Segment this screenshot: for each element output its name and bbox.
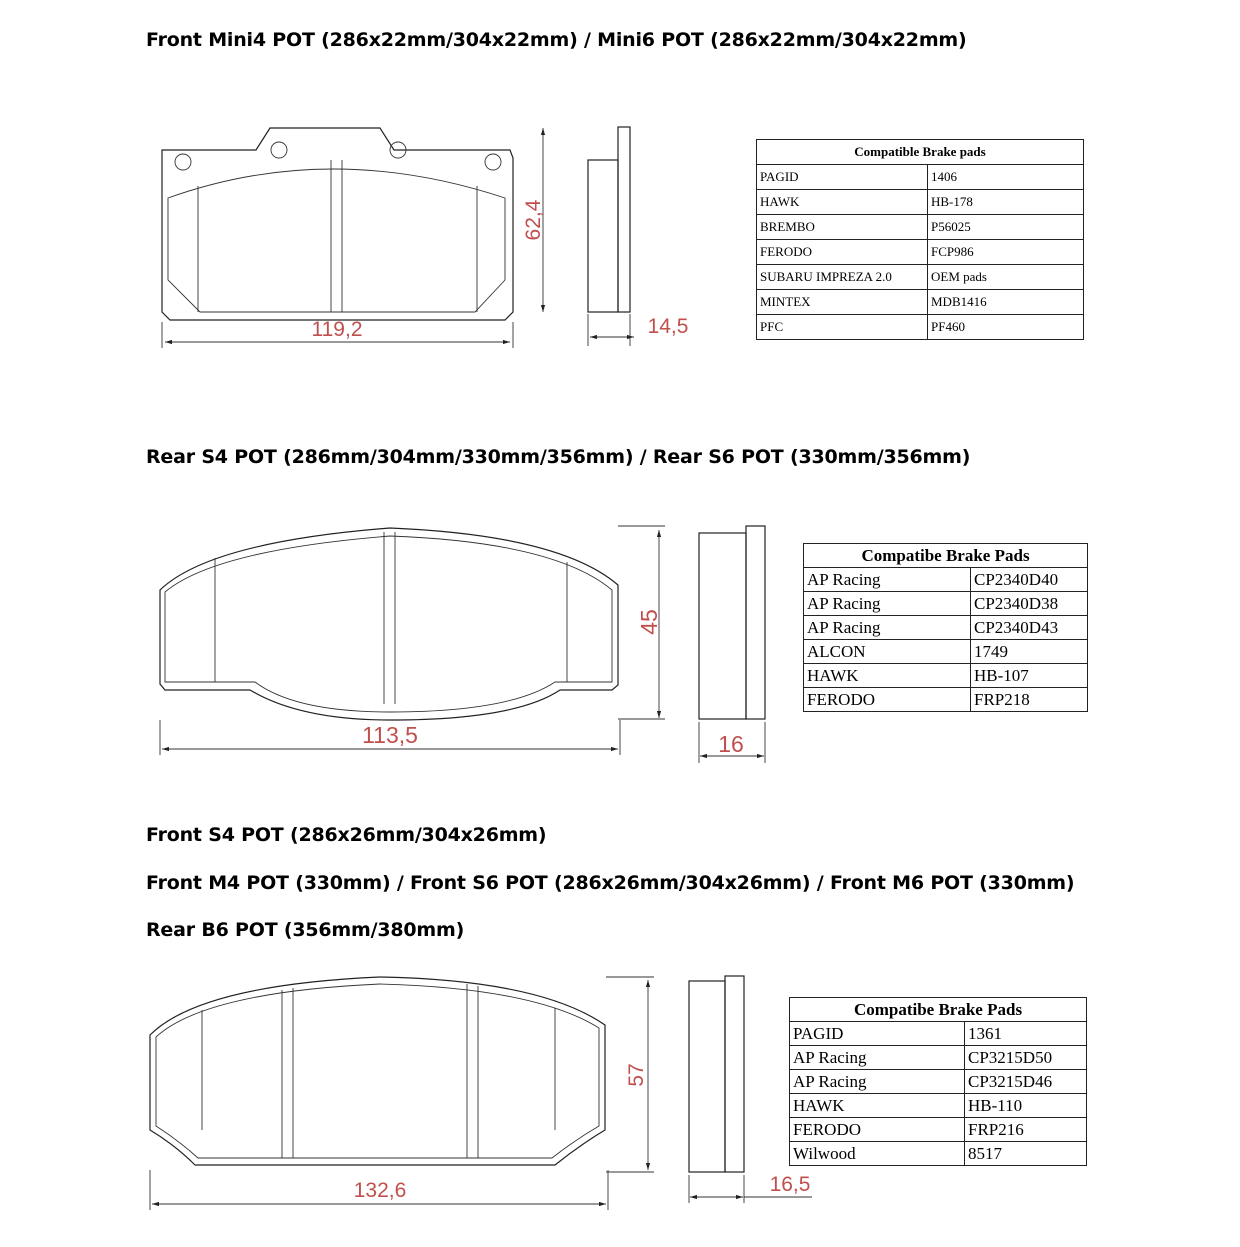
brand-cell: FERODO [790,1118,965,1142]
pad-3-front-view [150,977,605,1165]
part-number-cell: 1361 [965,1022,1087,1046]
part-number-cell: 1406 [928,165,1084,190]
part-number-cell: 1749 [971,640,1088,664]
pad-1-front-view [162,128,513,320]
table-row [790,1142,1087,1166]
pad-2-dimension-lines [160,526,765,763]
part-number-cell: MDB1416 [928,290,1084,315]
section-3-heading-c: Rear B6 POT (356mm/380mm) [146,919,465,941]
table-row [757,265,1084,290]
compat-table-3-title: Compatibe Brake Pads [790,998,1087,1022]
part-number-cell: CP3215D50 [965,1046,1087,1070]
part-number-cell: CP2340D43 [971,616,1088,640]
pad-2-thickness-label: 16 [718,731,744,757]
section-2-heading: Rear S4 POT (286mm/304mm/330mm/356mm) / Rear S6 POT (330mm/356mm) [146,446,971,468]
compat-table-2 [803,543,1088,712]
table-row [790,1022,1087,1046]
part-number-cell: CP3215D46 [965,1070,1087,1094]
table-row [790,1094,1087,1118]
compat-table-1-title: Compatible Brake pads [757,140,1084,165]
part-number-cell: CP2340D40 [971,568,1088,592]
pad-3-width-label: 132,6 [353,1179,407,1202]
brand-cell: HAWK [790,1094,965,1118]
section-1-heading: Front Mini4 POT (286x22mm/304x22mm) / Mini6 POT (286x22mm/304x22mm) [146,29,967,51]
table-row [804,568,1088,592]
pad-1-thickness-label: 14,5 [647,315,689,338]
brand-cell: AP Racing [804,616,971,640]
brand-cell: FERODO [757,240,928,265]
table-row [757,240,1084,265]
pad-3-height-label: 57 [625,1063,648,1087]
table-row [790,1118,1087,1142]
brand-cell: AP Racing [804,592,971,616]
brand-cell: AP Racing [790,1070,965,1094]
pad-1-width-label: 119,2 [311,318,363,341]
table-row [757,190,1084,215]
pad-3-side-view [689,976,744,1172]
pad-2-front-view [160,528,618,720]
brand-cell: SUBARU IMPREZA 2.0 [757,265,928,290]
section-3-heading-b: Front M4 POT (330mm) / Front S6 POT (286x26mm/304x26mm) / Front M6 POT (330mm) [146,872,1075,894]
pad-1-dimension-lines [162,128,634,348]
part-number-cell: FRP216 [965,1118,1087,1142]
brand-cell: AP Racing [804,568,971,592]
brand-cell: PFC [757,315,928,340]
brand-cell: PAGID [790,1022,965,1046]
brand-cell: FERODO [804,688,971,712]
pad-1-side-view [588,127,630,312]
brand-cell: ALCON [804,640,971,664]
part-number-cell: HB-107 [971,664,1088,688]
table-row [757,165,1084,190]
brand-cell: HAWK [757,190,928,215]
table-row [804,616,1088,640]
pad-3-thickness-label: 16,5 [769,1173,811,1196]
part-number-cell: FRP218 [971,688,1088,712]
part-number-cell: HB-178 [928,190,1084,215]
table-row [790,1046,1087,1070]
brand-cell: HAWK [804,664,971,688]
part-number-cell: PF460 [928,315,1084,340]
pad-2-height-label: 45 [636,609,662,635]
table-row [804,664,1088,688]
pad-1-height-label: 62,4 [522,199,545,241]
part-number-cell: FCP986 [928,240,1084,265]
part-number-cell: CP2340D38 [971,592,1088,616]
pad-3-dimension-lines [150,977,812,1210]
brand-cell: MINTEX [757,290,928,315]
part-number-cell: HB-110 [965,1094,1087,1118]
table-row [790,1070,1087,1094]
brand-cell: Wilwood [790,1142,965,1166]
brand-cell: PAGID [757,165,928,190]
pad-2-width-label: 113,5 [362,722,418,748]
compat-table-3 [789,997,1087,1166]
table-row [757,315,1084,340]
table-row [757,215,1084,240]
part-number-cell: P56025 [928,215,1084,240]
table-row [804,640,1088,664]
pad-2-side-view [699,526,765,719]
part-number-cell: 8517 [965,1142,1087,1166]
table-row [804,592,1088,616]
compat-table-1 [756,139,1084,340]
table-row [757,290,1084,315]
brand-cell: AP Racing [790,1046,965,1070]
section-3-heading-a: Front S4 POT (286x26mm/304x26mm) [146,824,547,846]
table-row [804,688,1088,712]
compat-table-2-title: Compatibe Brake Pads [804,544,1088,568]
part-number-cell: OEM pads [928,265,1084,290]
brand-cell: BREMBO [757,215,928,240]
